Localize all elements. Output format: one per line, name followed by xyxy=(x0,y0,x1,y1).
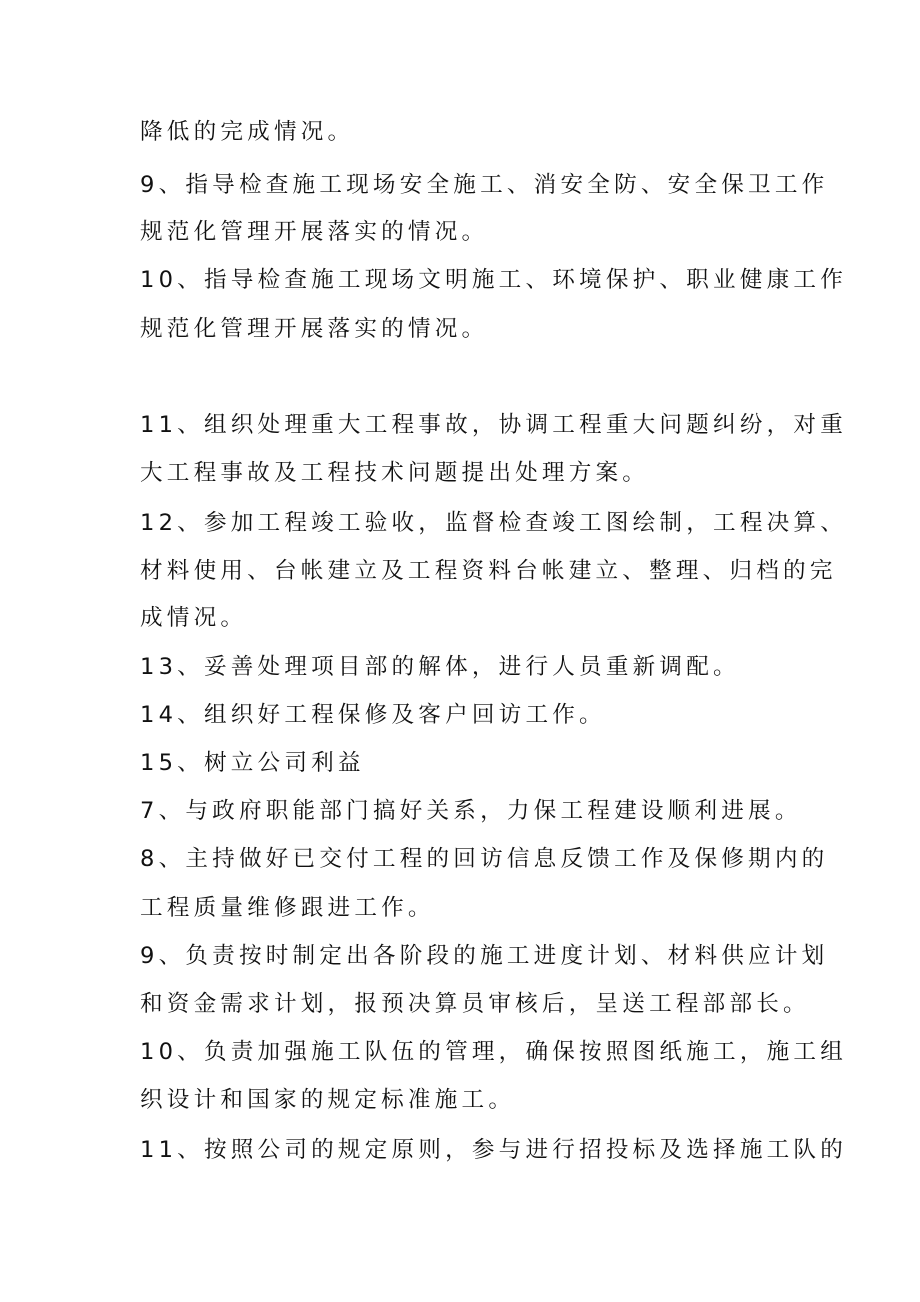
text-line: 降低的完成情况。 xyxy=(140,119,355,145)
text-line: 织设计和国家的规定标准施工。 xyxy=(140,1087,516,1113)
text-line: 11、按照公司的规定原则，参与进行招投标及选择施工队的 xyxy=(140,1137,847,1163)
text-line: 8、主持做好已交付工程的回访信息反馈工作及保修期内的 xyxy=(140,846,829,872)
text-line: 7、与政府职能部门搞好关系，力保工程建设顺利进展。 xyxy=(140,798,802,824)
text-line: 14、组织好工程保修及客户回访工作。 xyxy=(140,702,606,728)
text-line: 15、树立公司利益 xyxy=(140,750,365,776)
text-line: 材料使用、台帐建立及工程资料台帐建立、整理、归档的完 xyxy=(140,558,837,584)
text-line: 11、组织处理重大工程事故，协调工程重大问题纠纷，对重 xyxy=(140,412,847,438)
text-line: 9、指导检查施工现场安全施工、消安全防、安全保卫工作 xyxy=(140,172,829,198)
text-line: 10、负责加强施工队伍的管理，确保按照图纸施工，施工组 xyxy=(140,1039,847,1065)
text-line: 10、指导检查施工现场文明施工、环境保护、职业健康工作 xyxy=(140,267,847,293)
text-line: 和资金需求计划，报预决算员审核后，呈送工程部部长。 xyxy=(140,991,810,1017)
text-line: 12、参加工程竣工验收，监督检查竣工图绘制，工程决算、 xyxy=(140,510,847,536)
text-line: 9、负责按时制定出各阶段的施工进度计划、材料供应计划 xyxy=(140,943,829,969)
text-line: 规范化管理开展落实的情况。 xyxy=(140,316,489,342)
text-line: 成情况。 xyxy=(140,605,248,631)
text-line: 大工程事故及工程技术问题提出处理方案。 xyxy=(140,460,650,486)
text-line: 13、妥善处理项目部的解体，进行人员重新调配。 xyxy=(140,654,740,680)
text-line: 工程质量维修跟进工作。 xyxy=(140,895,435,921)
text-line: 规范化管理开展落实的情况。 xyxy=(140,219,489,245)
